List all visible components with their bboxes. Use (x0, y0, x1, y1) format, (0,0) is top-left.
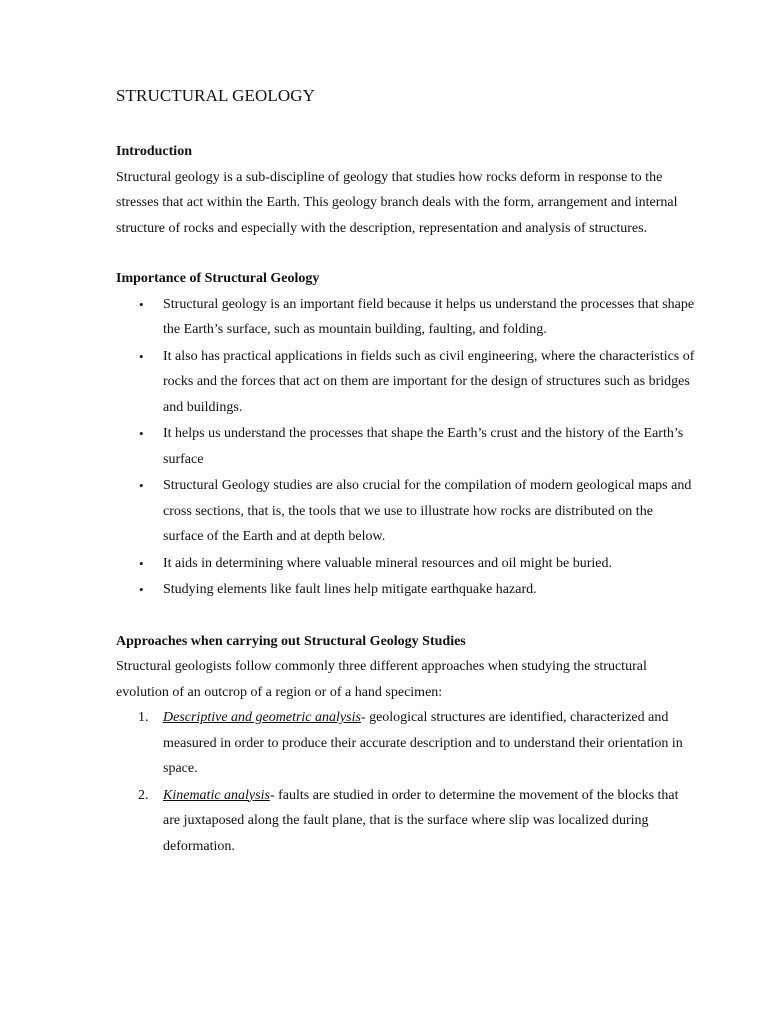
list-item-text: Structural geology is an important field because it helps us understand the processes that shape the Earth’s surface, such as mountain building, faulting, and folding. (163, 296, 695, 337)
list-item (116, 705, 696, 782)
bullet-icon: • (139, 348, 144, 364)
list-item (116, 292, 696, 343)
list-item (116, 551, 696, 577)
bullet-icon: • (139, 478, 144, 493)
list-number: 1. (138, 710, 149, 725)
list-item-text: It aids in determining where valuable mineral resources and oil might be buried. (163, 555, 613, 571)
list-item-text: Structural Geology studies are also crucial for the compilation of modern geological maps and cross sections, that is, the tools that we use to illustrate how rocks are distributed on the surface of the Earth and at depth below. (163, 478, 692, 544)
list-item (116, 577, 696, 603)
approach-description: - geological structures are identified, characterized and measured in order to produce their accurate description and to understand their orientation in space. (163, 710, 683, 776)
list-item (116, 421, 696, 472)
list-item-text: It also has practical applications in fields such as civil engineering, where the characteristics of rocks and the forces that act on them are important for the design of structures such as bridges and buildings. (163, 348, 695, 415)
introduction-heading: Introduction (116, 144, 192, 159)
approaches-intro: Structural geologists follow commonly three different approaches when studying the structural evolution of an outcrop of a region or of a hand specimen: (116, 659, 647, 700)
section-spacer (116, 241, 696, 266)
importance-list (116, 292, 696, 603)
document-page (116, 84, 696, 860)
list-item (116, 473, 696, 550)
bullet-icon: • (139, 555, 144, 571)
bullet-icon: • (139, 582, 144, 597)
document-title: STRUCTURAL GEOLOGY (116, 86, 316, 105)
importance-heading: Importance of Structural Geology (116, 271, 320, 286)
approach-term: Descriptive and geometric analysis (163, 710, 361, 725)
list-number: 2. (138, 787, 149, 803)
list-item (116, 783, 696, 860)
bullet-icon: • (139, 296, 144, 312)
bullet-icon: • (139, 426, 144, 441)
section-spacer (116, 604, 696, 629)
list-item-text: Studying elements like fault lines help mitigate earthquake hazard. (163, 582, 537, 597)
approach-term: Kinematic analysis (163, 787, 270, 803)
list-item-text: It helps us understand the processes that shape the Earth’s crust and the history of the Earth’s surface (163, 426, 684, 467)
list-item (116, 344, 696, 421)
approaches-heading: Approaches when carrying out Structural Geology Studies (116, 633, 466, 649)
approach-description: - faults are studied in order to determine the movement of the blocks that are juxtaposed along the fault plane, that is the surface where slip was localized during deformation. (163, 787, 679, 854)
approaches-list (116, 705, 696, 859)
introduction-paragraph: Structural geology is a sub-discipline of geology that studies how rocks deform in response to the stresses that act within the Earth. This geology branch deals with the form, arrangement and internal structure of rocks and especially with the description, representation and analysis of structures. (116, 169, 678, 236)
